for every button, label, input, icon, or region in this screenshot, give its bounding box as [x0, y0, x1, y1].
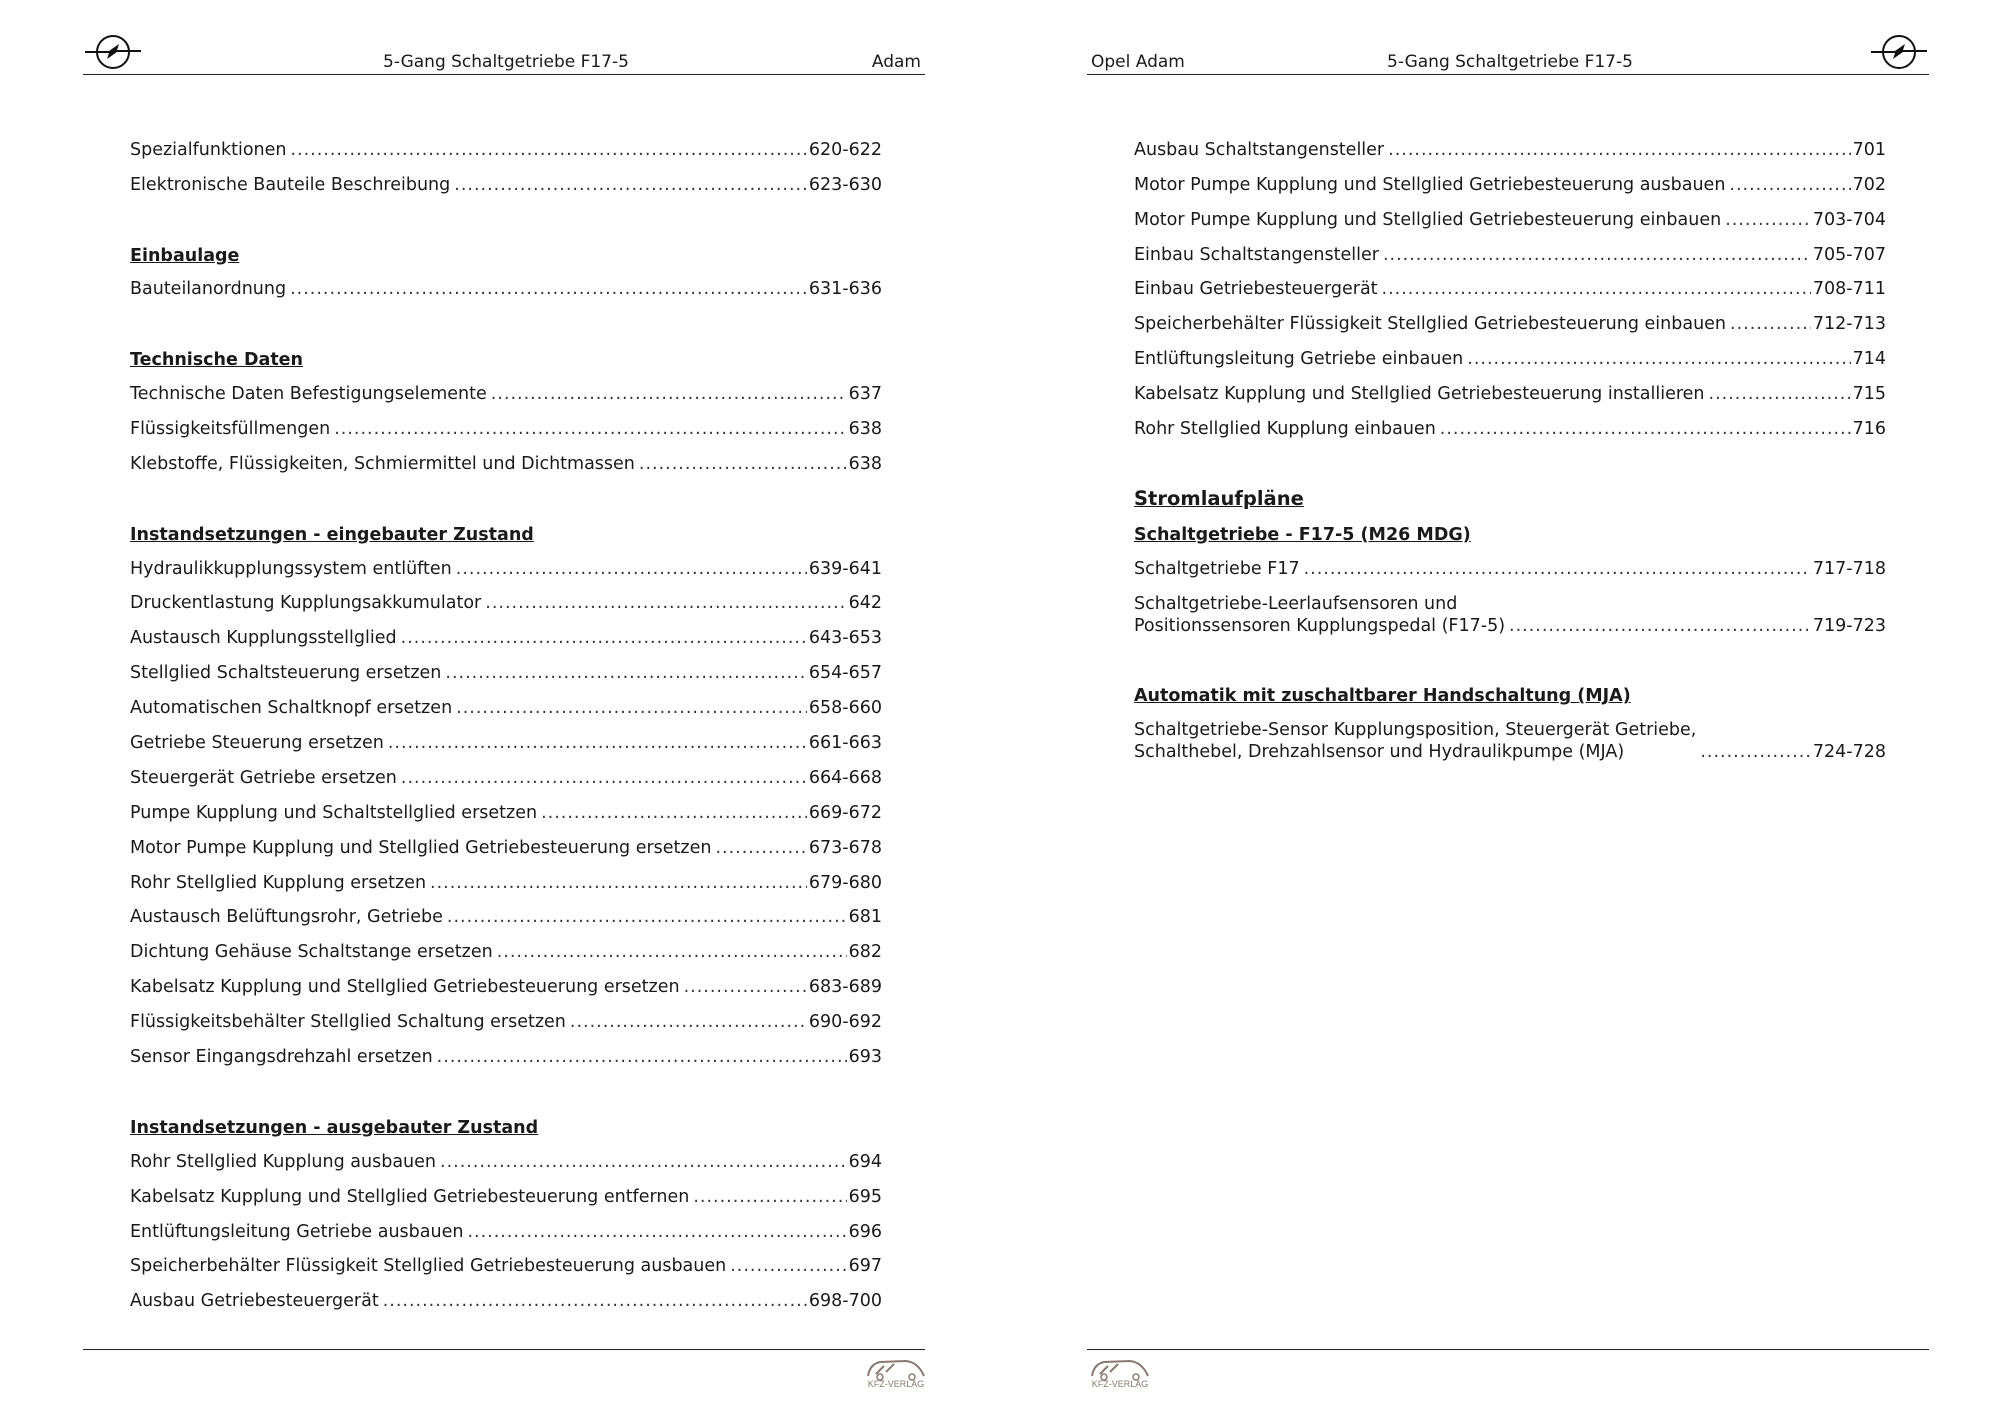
toc-entry-title: Austausch Belüftungsrohr, Getriebe: [130, 907, 443, 928]
toc-entry-title: Rohr Stellglied Kupplung ausbauen: [130, 1151, 437, 1172]
toc-entry-pages: 714: [1852, 349, 1886, 370]
toc-entry-pages: 697: [848, 1256, 882, 1277]
toc-entry-title: Dichtung Gehäuse Schaltstange ersetzen: [130, 942, 493, 963]
right-page-header: [1087, 30, 1929, 75]
toc-entry-title: Ausbau Getriebesteuergerät: [130, 1291, 379, 1312]
toc-entry-title: Entlüftungsleitung Getriebe ausbauen: [130, 1221, 464, 1242]
toc-entry-title: Motor Pumpe Kupplung und Stellglied Getriebesteuerung ausbauen: [1134, 174, 1726, 195]
dot-leader: [1383, 244, 1811, 266]
toc-entry-title-line2: Schalthebel, Drehzahlsensor und Hydraulikpumpe (MJA): [1134, 742, 1625, 763]
header-model: Adam: [871, 52, 921, 72]
publisher-name: KFZ-VERLAG: [1091, 1379, 1149, 1389]
toc-entry-title: Flüssigkeitsbehälter Stellglied Schaltung ersetzen: [130, 1012, 566, 1033]
toc-entry-title: Bauteilanordnung: [130, 279, 287, 300]
section-heading: Instandsetzungen - eingebauter Zustand: [130, 524, 534, 545]
header-rule: [1087, 74, 1929, 75]
toc-entry-title-line2: Positionssensoren Kupplungspedal (F17-5): [1134, 615, 1506, 636]
dot-leader: [1382, 278, 1811, 300]
toc-entry-pages: 724-728: [1812, 742, 1886, 763]
toc-entry-title: [1134, 593, 1505, 637]
toc-entry: [1134, 161, 1886, 196]
dot-leader: [1709, 383, 1851, 405]
toc-entry: [1134, 706, 1886, 763]
toc-entry: [1134, 196, 1886, 231]
dot-leader: [1729, 174, 1850, 196]
toc-entry-title: Ausbau Schaltstangensteller: [1134, 139, 1385, 160]
toc-entry-title: Motor Pumpe Kupplung und Stellglied Getriebesteuerung einbauen: [1134, 209, 1722, 230]
toc-entry-pages: 693: [848, 1047, 882, 1068]
header-title: 5-Gang Schaltgetriebe F17-5: [1387, 52, 1633, 72]
section-heading: Instandsetzungen - ausgebauter Zustand: [130, 1117, 539, 1138]
toc-entry-title: [1134, 719, 1696, 763]
toc-entry-pages: 702: [1852, 174, 1886, 195]
toc-entry-pages: 637: [848, 384, 882, 405]
toc-entry-pages: 681: [848, 907, 882, 928]
header-title: 5-Gang Schaltgetriebe F17-5: [383, 52, 629, 72]
toc-entry-title: Flüssigkeitsfüllmengen: [130, 419, 331, 440]
toc-entry-pages: 715: [1852, 384, 1886, 405]
toc-entry-title: Motor Pumpe Kupplung und Stellglied Getriebesteuerung ersetzen: [130, 837, 712, 858]
toc-entry-title: Druckentlastung Kupplungsakkumulator: [130, 593, 482, 614]
toc-entry-pages: 694: [848, 1151, 882, 1172]
toc-entry-title: Entlüftungsleitung Getriebe einbauen: [1134, 349, 1464, 370]
toc-right: [1134, 126, 1886, 763]
toc-entry-title: Speicherbehälter Flüssigkeit Stellglied Getriebesteuerung einbauen: [1134, 314, 1727, 335]
dot-leader: [1509, 615, 1811, 637]
toc-spacer: [1134, 440, 1886, 475]
toc-entry-pages: 683-689: [808, 977, 882, 998]
toc-entry-pages: 669-672: [808, 802, 882, 823]
toc-entry-title: Rohr Stellglied Kupplung einbauen: [1134, 419, 1436, 440]
toc-entry-pages: 638: [848, 419, 882, 440]
toc-entry-pages: 631-636: [808, 279, 882, 300]
toc-entry-pages: 695: [848, 1186, 882, 1207]
toc-entry-title: Einbau Getriebesteuergerät: [1134, 279, 1378, 300]
header-model: Opel Adam: [1091, 52, 1185, 72]
toc-entry-pages: 638: [848, 453, 882, 474]
toc-entry: [1134, 231, 1886, 266]
toc-entry-pages: 690-692: [808, 1012, 882, 1033]
toc-entry-pages: 643-653: [808, 628, 882, 649]
toc-entry-pages: 620-622: [808, 139, 882, 160]
toc-entry-pages: 673-678: [808, 837, 882, 858]
dot-leader: [1725, 209, 1811, 231]
toc-entry-pages: 698-700: [808, 1291, 882, 1312]
toc-entry-title: Austausch Kupplungsstellglied: [130, 628, 397, 649]
toc-entry-title: Automatischen Schaltknopf ersetzen: [130, 698, 453, 719]
toc-entry-title: Getriebe Steuerung ersetzen: [130, 733, 384, 754]
toc-entry-title: Technische Daten Befestigungselemente: [130, 384, 487, 405]
toc-entry-pages: 642: [848, 593, 882, 614]
section-heading: Schaltgetriebe - F17-5 (M26 MDG): [1134, 524, 1471, 545]
toc-entry: [1134, 126, 1886, 161]
toc-entry-title: Einbau Schaltstangensteller: [1134, 244, 1379, 265]
toc-entry-title: Steuergerät Getriebe ersetzen: [130, 767, 397, 788]
toc-entry-pages: 716: [1852, 419, 1886, 440]
toc-spacer: [1134, 637, 1886, 672]
toc-entry-pages: 708-711: [1812, 279, 1886, 300]
toc-entry-pages: 705-707: [1812, 244, 1886, 265]
dot-leader: [1700, 741, 1811, 763]
toc-entry-title: Kabelsatz Kupplung und Stellglied Getriebesteuerung ersetzen: [130, 977, 680, 998]
kfz-verlag-logo-icon: [1086, 1352, 1154, 1392]
toc-entry: [1134, 266, 1886, 301]
toc-entry-title: Hydraulikkupplungssystem entlüften: [130, 558, 452, 579]
section-heading: Automatik mit zuschaltbarer Handschaltung (MJA): [1134, 686, 1631, 707]
toc-entry-title: Spezialfunktionen: [130, 139, 287, 160]
opel-logo-icon: [1869, 30, 1929, 70]
toc-entry-title: Klebstoffe, Flüssigkeiten, Schmiermittel und Dichtmassen: [130, 453, 635, 474]
toc-entry: [1134, 580, 1886, 637]
toc-entry-pages: 658-660: [808, 698, 882, 719]
toc-entry-pages: 639-641: [808, 558, 882, 579]
section-heading: Technische Daten: [130, 350, 304, 371]
dot-leader: [1467, 348, 1850, 370]
dot-leader: [1440, 418, 1851, 440]
toc-entry-pages: 712-713: [1812, 314, 1886, 335]
toc-entry: [1134, 405, 1886, 440]
toc-entry: [1134, 545, 1886, 580]
toc-entry-title: Speicherbehälter Flüssigkeit Stellglied Getriebesteuerung ausbauen: [130, 1256, 727, 1277]
toc-entry-title: Kabelsatz Kupplung und Stellglied Getriebesteuerung installieren: [1134, 384, 1705, 405]
toc-entry-pages: 719-723: [1812, 615, 1886, 636]
toc-entry: [1134, 335, 1886, 370]
dot-leader: [1730, 313, 1811, 335]
toc-entry-title: Pumpe Kupplung und Schaltstellglied ersetzen: [130, 802, 538, 823]
toc-entry-pages: 679-680: [808, 872, 882, 893]
toc-entry-title: Rohr Stellglied Kupplung ersetzen: [130, 872, 427, 893]
toc-entry-title: Stellglied Schaltsteuerung ersetzen: [130, 663, 442, 684]
toc-entry-title: Elektronische Bauteile Beschreibung: [130, 174, 451, 195]
toc-entry-pages: 623-630: [808, 174, 882, 195]
toc-entry-title: Schaltgetriebe F17: [1134, 558, 1300, 579]
toc-entry-pages: 664-668: [808, 767, 882, 788]
toc-entry-title: Sensor Eingangsdrehzahl ersetzen: [130, 1047, 433, 1068]
toc-entry-pages: 682: [848, 942, 882, 963]
toc-entry-title: Kabelsatz Kupplung und Stellglied Getriebesteuerung entfernen: [130, 1186, 690, 1207]
section-heading: Einbaulage: [130, 245, 240, 266]
footer-rule: [1087, 1349, 1929, 1350]
dot-leader: [1388, 139, 1850, 161]
toc-entry-pages: 654-657: [808, 663, 882, 684]
section-heading: Stromlaufpläne: [1134, 486, 1304, 510]
toc-entry-pages: 717-718: [1812, 558, 1886, 579]
dot-leader: [1304, 558, 1811, 580]
toc-entry-pages: 701: [1852, 139, 1886, 160]
toc-entry-pages: 696: [848, 1221, 882, 1242]
toc-entry-title-line1: Schaltgetriebe-Leerlaufsensoren und: [1134, 593, 1458, 614]
publisher-name: KFZ-VERLAG: [867, 1379, 925, 1389]
toc-entry-title-line1: Schaltgetriebe-Sensor Kupplungsposition, Steuergerät Getriebe,: [1134, 720, 1697, 741]
toc-entry: [1134, 300, 1886, 335]
toc-entry-pages: 703-704: [1812, 209, 1886, 230]
toc-entry-pages: 661-663: [808, 733, 882, 754]
toc-entry: [1134, 370, 1886, 405]
